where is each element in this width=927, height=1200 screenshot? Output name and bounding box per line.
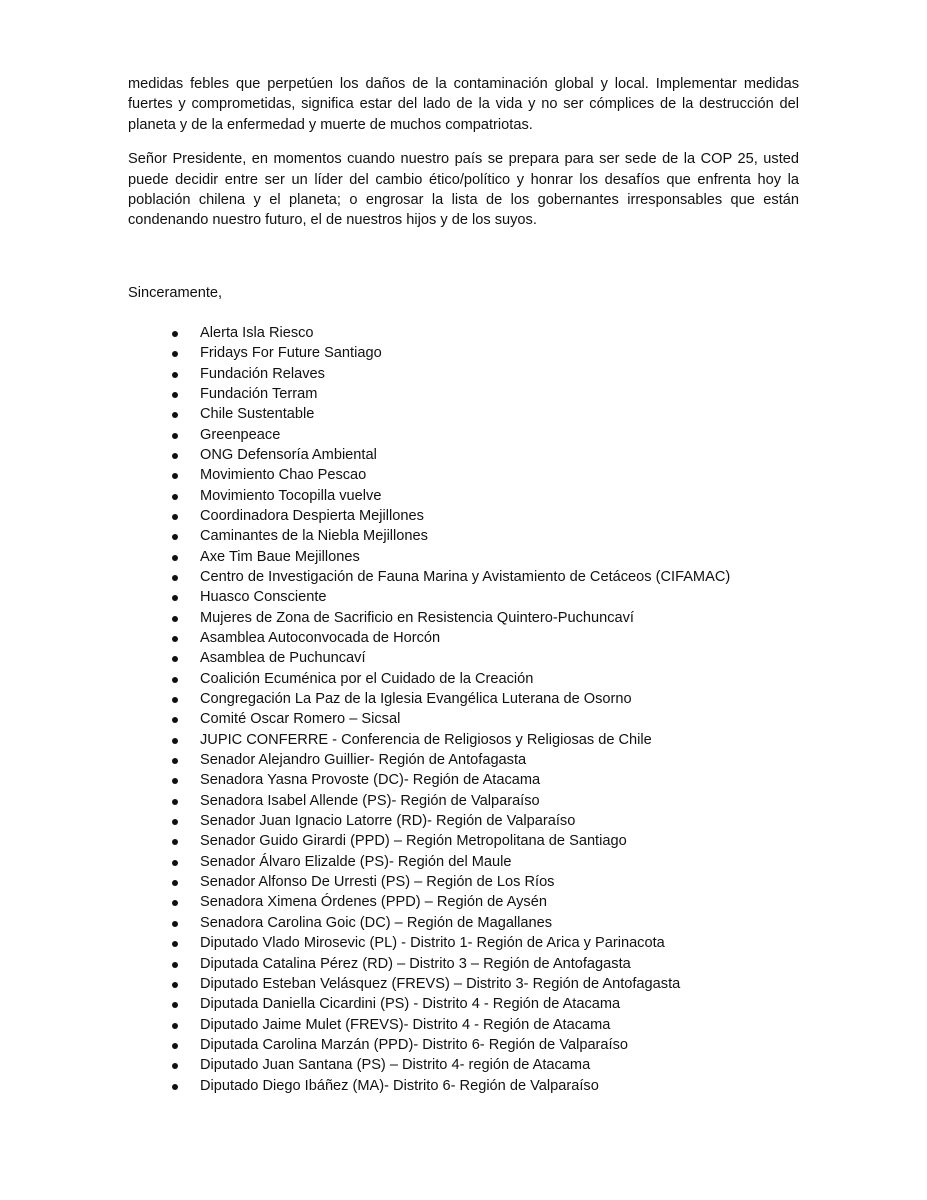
signer-name: Caminantes de la Niebla Mejillones xyxy=(200,528,428,545)
signer-name: Senador Alfonso De Urresti (PS) – Región de Los Ríos xyxy=(200,874,555,891)
bullet-icon xyxy=(172,677,178,683)
signer-item xyxy=(128,465,799,485)
bullet-icon xyxy=(172,880,178,886)
signer-item xyxy=(128,526,799,546)
signer-name: Senadora Ximena Órdenes (PPD) – Región de Aysén xyxy=(200,894,547,911)
signer-name: Diputado Juan Santana (PS) – Distrito 4- región de Atacama xyxy=(200,1057,591,1074)
bullet-icon xyxy=(172,941,178,947)
bullet-icon xyxy=(172,697,178,703)
signers-list xyxy=(128,323,799,1096)
signer-name: Asamblea Autoconvocada de Horcón xyxy=(200,630,441,646)
signer-name: Movimiento Tocopilla vuelve xyxy=(200,487,382,504)
signer-name: Diputado Jaime Mulet (FREVS)- Distrito 4 - Región de Atacama xyxy=(200,1016,611,1033)
bullet-icon xyxy=(172,758,178,764)
signer-item xyxy=(128,628,799,648)
signer-item xyxy=(128,425,799,445)
signer-item xyxy=(128,770,799,790)
signer-item xyxy=(128,1015,799,1035)
signer-name: Coordinadora Despierta Mejillones xyxy=(200,507,424,524)
closing-salutation: Sinceramente, xyxy=(128,284,223,301)
signer-name: Diputado Esteban Velásquez (FREVS) – Distrito 3- Región de Antofagasta xyxy=(200,975,681,992)
signer-name: Greenpeace xyxy=(200,426,281,443)
signer-name: Axe Tim Baue Mejillones xyxy=(200,548,360,565)
signer-item xyxy=(128,689,799,709)
signer-item xyxy=(128,852,799,872)
signer-item xyxy=(128,811,799,831)
bullet-icon xyxy=(172,473,178,479)
bullet-icon xyxy=(172,351,178,357)
bullet-icon xyxy=(172,534,178,540)
signer-name: ONG Defensoría Ambiental xyxy=(200,446,377,463)
bullet-icon xyxy=(172,982,178,988)
signer-item xyxy=(128,1076,799,1096)
signer-name: Senador Juan Ignacio Latorre (RD)- Región de Valparaíso xyxy=(200,813,576,830)
bullet-icon xyxy=(172,636,178,642)
signer-item xyxy=(128,933,799,953)
bullet-icon xyxy=(172,372,178,378)
signer-name: Alerta Isla Riesco xyxy=(200,324,314,341)
bullet-icon xyxy=(172,921,178,927)
signer-name: Senadora Yasna Provoste (DC)- Región de Atacama xyxy=(200,772,541,789)
signer-name: Diputado Vlado Mirosevic (PL) - Distrito 1- Región de Arica y Parinacota xyxy=(200,935,665,952)
signer-item xyxy=(128,954,799,974)
signer-item xyxy=(128,831,799,851)
signer-item xyxy=(128,648,799,668)
signer-name: Senadora Isabel Allende (PS)- Región de Valparaíso xyxy=(200,792,540,809)
signer-name: Senador Guido Girardi (PPD) – Región Metropolitana de Santiago xyxy=(200,833,627,850)
signer-item xyxy=(128,750,799,770)
bullet-icon xyxy=(172,1002,178,1008)
signer-item xyxy=(128,323,799,343)
signer-item xyxy=(128,343,799,363)
signer-name: Diputada Carolina Marzán (PPD)- Distrito 6- Región de Valparaíso xyxy=(200,1036,628,1053)
bullet-icon xyxy=(172,616,178,622)
signer-item xyxy=(128,994,799,1014)
signer-item xyxy=(128,913,799,933)
bullet-icon xyxy=(172,331,178,337)
bullet-icon xyxy=(172,860,178,866)
body-paragraph-2: Señor Presidente, en momentos cuando nuestro país se prepara para ser sede de la COP 25, usted puede decidir entre ser un líder del cambio ético/político y honrar los desafíos que enfrenta hoy la población chilena y el planeta; o engrosar la lista de los gobernantes irresponsables que están condenando nuestro futuro, el de nuestros hijos y de los suyos. xyxy=(128,151,799,229)
signer-item xyxy=(128,384,799,404)
signer-name: Comité Oscar Romero – Sicsal xyxy=(200,711,401,728)
bullet-icon xyxy=(172,738,178,744)
bullet-icon xyxy=(172,555,178,561)
signer-name: Fundación Relaves xyxy=(200,365,325,382)
signer-item xyxy=(128,608,799,628)
signer-item xyxy=(128,547,799,567)
bullet-icon xyxy=(172,453,178,459)
bullet-icon xyxy=(172,717,178,723)
signer-item xyxy=(128,506,799,526)
signer-item xyxy=(128,974,799,994)
bullet-icon xyxy=(172,656,178,662)
signer-name: Diputado Diego Ibáñez (MA)- Distrito 6- Región de Valparaíso xyxy=(200,1077,599,1094)
bullet-icon xyxy=(172,819,178,825)
bullet-icon xyxy=(172,392,178,398)
bullet-icon xyxy=(172,799,178,805)
signer-name: Asamblea de Puchuncaví xyxy=(200,650,366,667)
signer-name: Movimiento Chao Pescao xyxy=(200,467,367,484)
signer-name: Mujeres de Zona de Sacrificio en Resistencia Quintero-Puchuncaví xyxy=(200,609,634,626)
signer-name: Senadora Carolina Goic (DC) – Región de Magallanes xyxy=(200,914,553,931)
signer-item xyxy=(128,892,799,912)
bullet-icon xyxy=(172,412,178,418)
signer-name: Centro de Investigación de Fauna Marina y Avistamiento de Cetáceos (CIFAMAC) xyxy=(200,568,731,585)
bullet-icon xyxy=(172,778,178,784)
bullet-icon xyxy=(172,494,178,500)
signer-item xyxy=(128,567,799,587)
bullet-icon xyxy=(172,900,178,906)
signer-item xyxy=(128,486,799,506)
bullet-icon xyxy=(172,1023,178,1029)
signer-name: Senador Álvaro Elizalde (PS)- Región del Maule xyxy=(200,853,512,870)
bullet-icon xyxy=(172,575,178,581)
signer-name: Senador Alejandro Guillier- Región de Antofagasta xyxy=(200,752,527,769)
bullet-icon xyxy=(172,962,178,968)
signer-item xyxy=(128,1055,799,1075)
signer-item xyxy=(128,364,799,384)
signer-item xyxy=(128,872,799,892)
signer-name: JUPIC CONFERRE - Conferencia de Religiosos y Religiosas de Chile xyxy=(200,731,652,748)
bullet-icon xyxy=(172,514,178,520)
signer-name: Congregación La Paz de la Iglesia Evangélica Luterana de Osorno xyxy=(200,691,632,708)
signer-name: Fridays For Future Santiago xyxy=(200,345,382,362)
signer-name: Diputada Daniella Cicardini (PS) - Distrito 4 - Región de Atacama xyxy=(200,996,621,1013)
signer-item xyxy=(128,1035,799,1055)
signer-item xyxy=(128,404,799,424)
signer-name: Chile Sustentable xyxy=(200,406,315,423)
signer-item xyxy=(128,709,799,729)
signer-item xyxy=(128,730,799,750)
bullet-icon xyxy=(172,1084,178,1090)
bullet-icon xyxy=(172,839,178,845)
bullet-icon xyxy=(172,433,178,439)
signer-name: Huasco Consciente xyxy=(200,589,327,606)
signer-name: Fundación Terram xyxy=(200,385,318,402)
body-paragraph-1: medidas febles que perpetúen los daños de la contaminación global y local. Implementar medidas fuertes y comprometidas, significa estar del lado de la vida y no ser cómplices de la destrucción del planeta y de la enfermedad y muerte de muchos compatriotas. xyxy=(128,76,799,133)
signer-name: Diputada Catalina Pérez (RD) – Distrito 3 – Región de Antofagasta xyxy=(200,955,631,972)
signer-item xyxy=(128,587,799,607)
signer-item xyxy=(128,791,799,811)
signer-item xyxy=(128,669,799,689)
bullet-icon xyxy=(172,1043,178,1049)
letter-page xyxy=(128,74,799,1096)
bullet-icon xyxy=(172,1063,178,1069)
bullet-icon xyxy=(172,595,178,601)
signer-name: Coalición Ecuménica por el Cuidado de la Creación xyxy=(200,670,534,687)
signer-item xyxy=(128,445,799,465)
